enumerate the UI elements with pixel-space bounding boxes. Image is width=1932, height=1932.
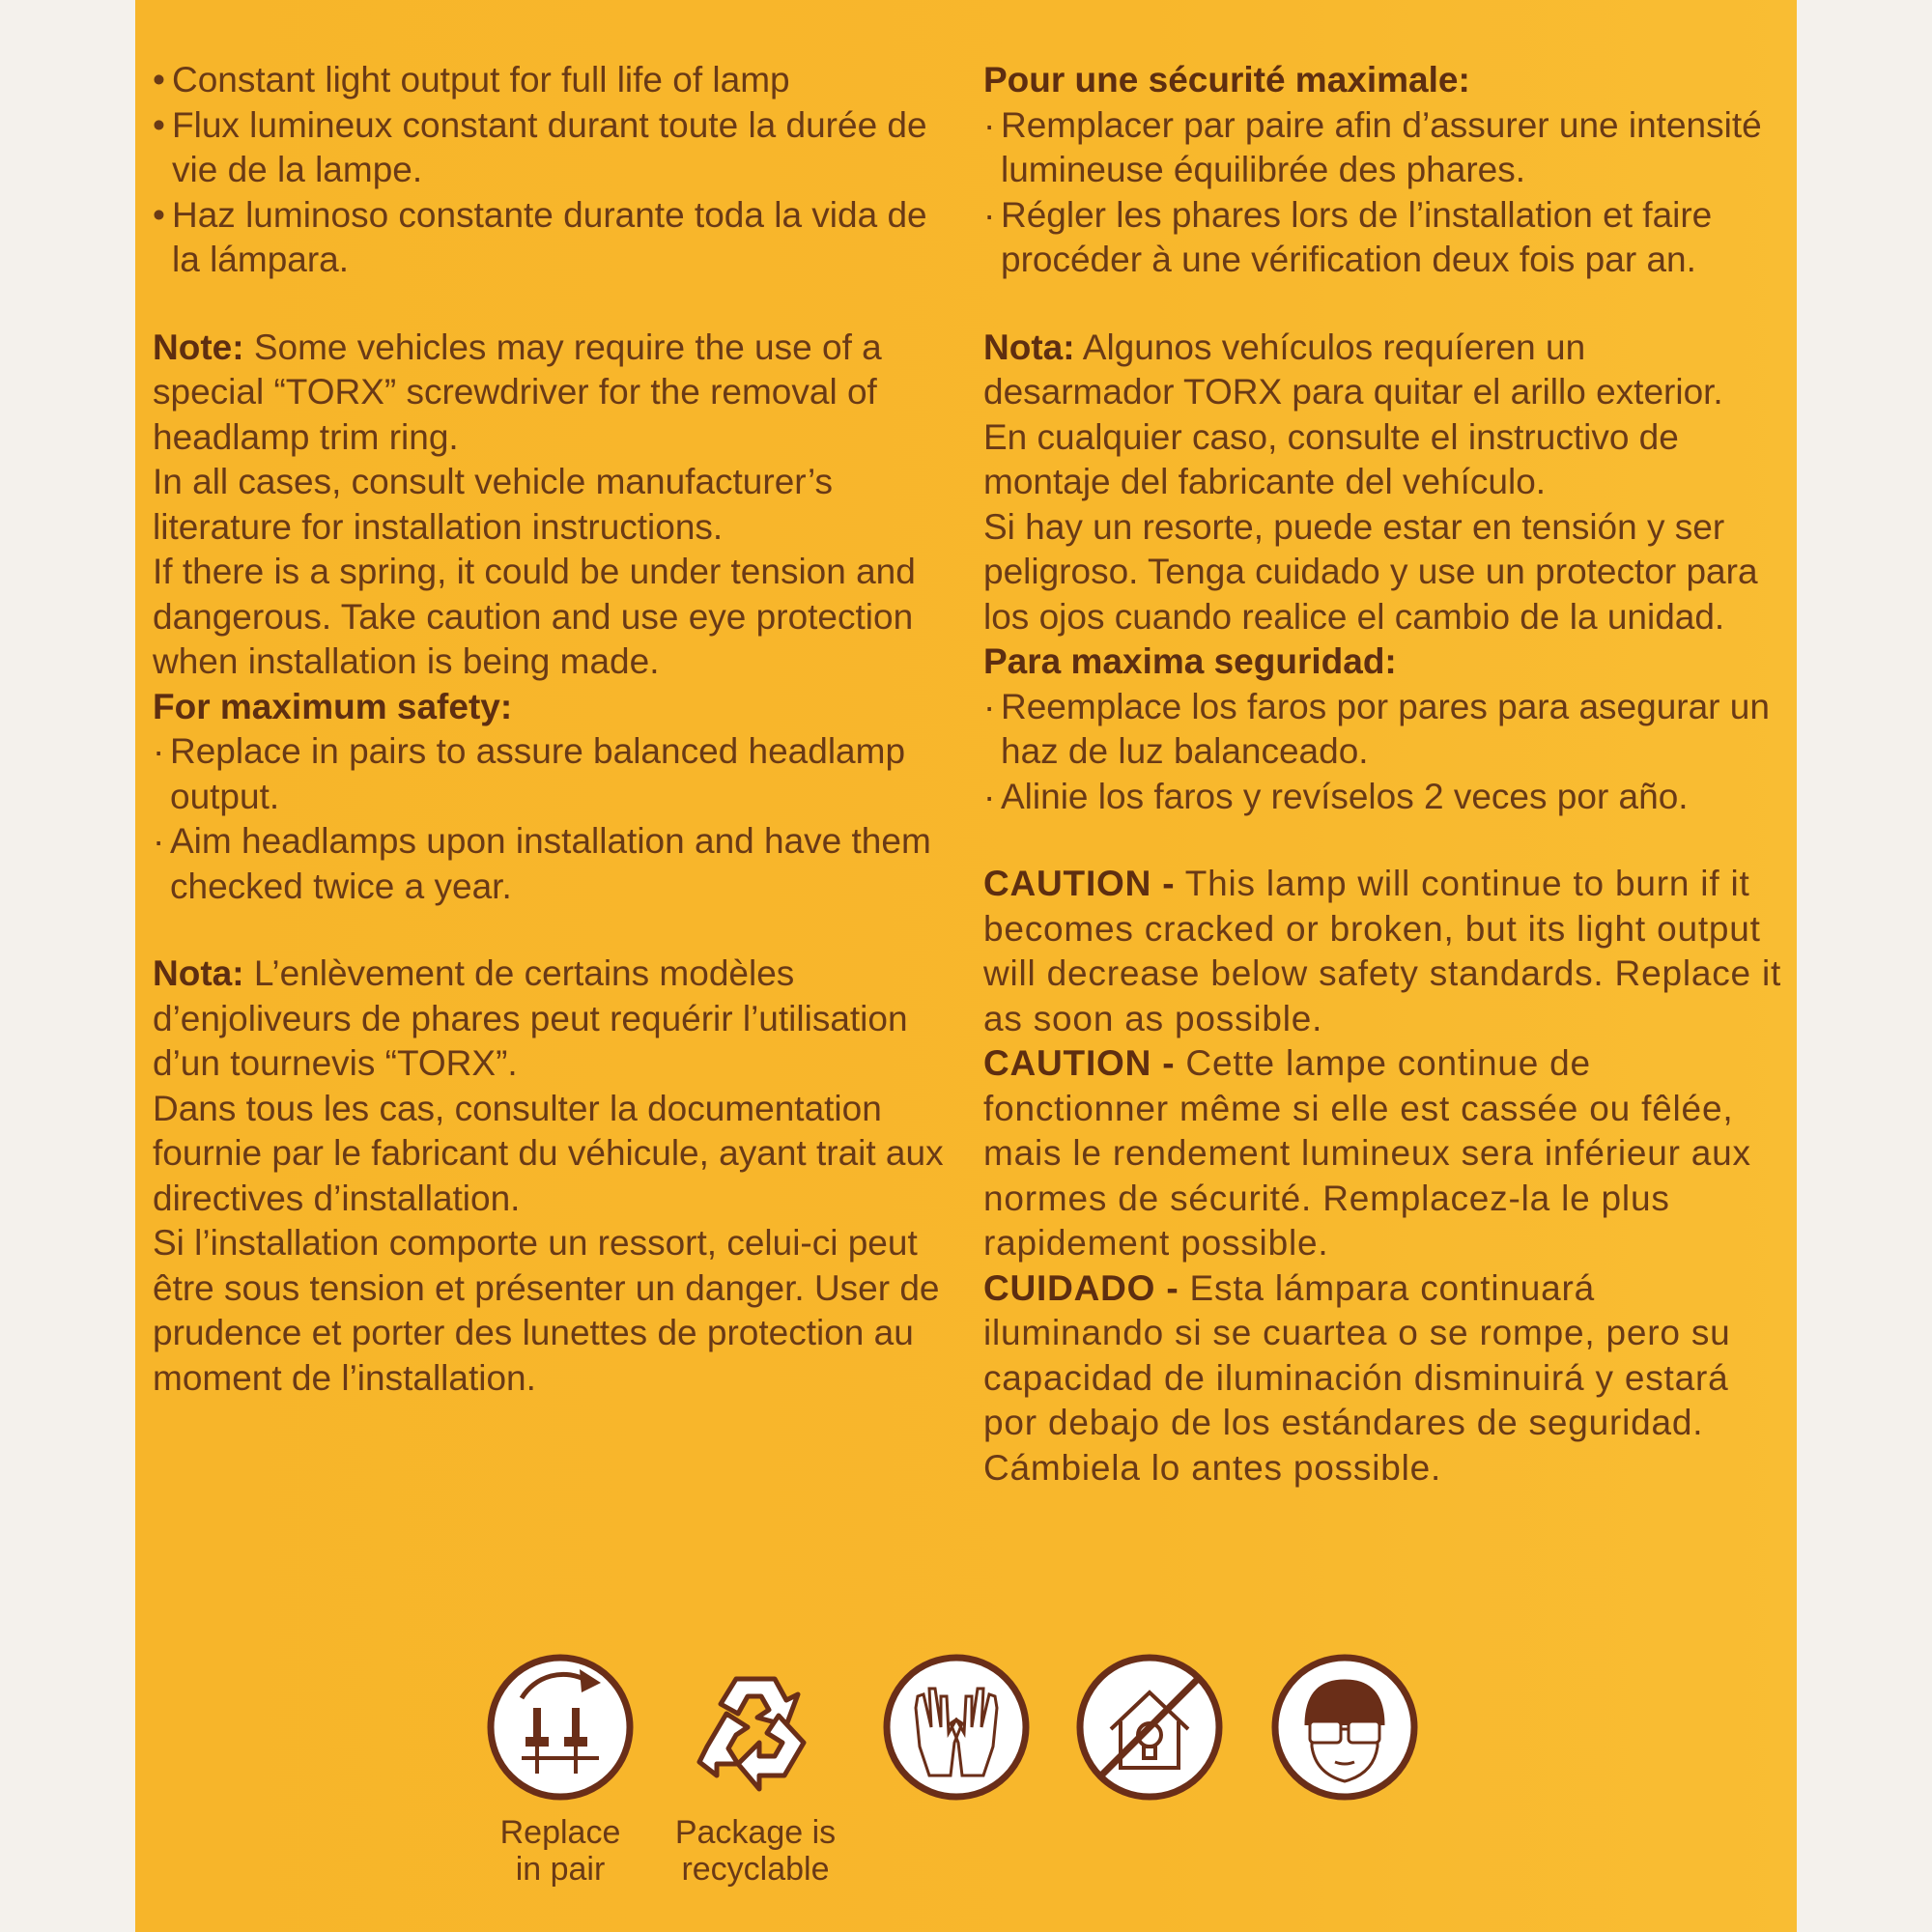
safety-item: · Replace in pairs to assure balanced headlamp output. (153, 729, 945, 819)
safety-heading-text: Para maxima seguridad: (983, 641, 1397, 681)
note-paragraph (153, 952, 945, 1087)
feature-item: • Haz luminoso constante durante toda la vida de la lámpara. (153, 193, 945, 283)
icon-label: Replace in pair (499, 1814, 621, 1888)
note-label: Note: (153, 327, 244, 367)
caution-text: Cette lampe continue de fonctionner même si elle est cassée ou fêlée, mais le rendement lumineux sera inférieur aux normes de sécurité. Remplacez-la le plus rapidement possible. (983, 1043, 1751, 1263)
feature-item: • Constant light output for full life of lamp (153, 58, 945, 103)
note-paragraph: Dans tous les cas, consulter la documentation fournie par le fabricant du véhicule, ayant trait aux directives d’installation. (153, 1088, 944, 1218)
note-label: Nota: (983, 327, 1075, 367)
note-text: Algunos vehículos requíeren un desarmador TORX para quitar el arillo exterior. (983, 327, 1723, 412)
note-paragraph: In all cases, consult vehicle manufacturer’s literature for installation instructions. (153, 462, 834, 547)
note-paragraph: En cualquier caso, consulte el instructivo de montaje del fabricante del vehículo. (983, 416, 1679, 501)
safety-item: · Régler les phares lors de l’installation et faire procéder à une vérification deux fois par an. (983, 193, 1785, 283)
feature-item: • Flux lumineux constant durant toute la durée de vie de la lampe. (153, 103, 945, 193)
caution-label: CUIDADO - (983, 1267, 1179, 1308)
caution-text: This lamp will continue to burn if it becomes cracked or broken, but its light output will decrease below safety standards. Replace it as soon as possible. (983, 864, 1782, 1038)
caution-section (983, 862, 1785, 1491)
caution-spanish (983, 1266, 1785, 1492)
caution-label: CAUTION - (983, 1043, 1176, 1083)
note-text: L’enlèvement de certains modèles d’enjoliveurs de phares peut requérir l’utilisation d’un tournevis “TORX”. (153, 953, 908, 1083)
safety-heading (153, 685, 945, 730)
replace-in-pair-icon (483, 1650, 638, 1888)
note-paragraph: Si l’installation comporte un ressort, celui-ci peut être sous tension et présenter un danger. User de prudence et porter des lunettes de protection au moment de l’installation. (153, 1223, 940, 1398)
safety-item: · Alinie los faros y revíselos 2 veces por año. (983, 775, 1785, 820)
safety-item: · Reemplace los faros por pares para asegurar un haz de luz balanceado. (983, 685, 1785, 775)
feature-list (153, 58, 945, 283)
recycle-icon (674, 1650, 837, 1888)
note-french (153, 952, 945, 1401)
french-safety (983, 58, 1785, 283)
note-label: Nota: (153, 953, 244, 993)
caution-french (983, 1041, 1785, 1266)
note-paragraph (983, 326, 1785, 415)
note-paragraph: If there is a spring, it could be under tension and dangerous. Take caution and use eye protection when installation is being made. (153, 552, 916, 681)
icon-row (0, 1650, 1932, 1901)
left-column (153, 58, 945, 1401)
icon-label: Package is recyclable (674, 1814, 837, 1888)
note-english (153, 326, 945, 910)
safety-heading (983, 639, 1785, 685)
safety-item: · Remplacer par paire afin d’assurer une intensité lumineuse équilibrée des phares. (983, 103, 1785, 193)
safety-heading-text: Pour une sécurité maximale: (983, 60, 1470, 99)
safety-heading (983, 58, 1785, 103)
no-household-use-icon (1072, 1650, 1227, 1804)
note-spanish (983, 326, 1785, 820)
caution-label: CAUTION - (983, 864, 1176, 903)
caution-english (983, 862, 1785, 1041)
eye-protection-icon (1267, 1650, 1422, 1804)
safety-heading-text: For maximum safety: (153, 686, 513, 726)
note-paragraph (153, 326, 945, 461)
caution-text: Esta lámpara continuará iluminando si se cuartea o se rompe, pero su capacidad de iluminación disminuirá y estará por debajo de los estándares de seguridad. Cámbiela lo antes possible. (983, 1267, 1731, 1488)
safety-item: · Aim headlamps upon installation and have them checked twice a year. (153, 819, 945, 909)
note-text: Some vehicles may require the use of a special “TORX” screwdriver for the removal of headlamp trim ring. (153, 327, 882, 457)
right-column (983, 58, 1785, 1491)
gloves-icon (879, 1650, 1034, 1804)
note-paragraph: Si hay un resorte, puede estar en tensión y ser peligroso. Tenga cuidado y use un protector para los ojos cuando realice el cambio de la unidad. (983, 506, 1758, 637)
